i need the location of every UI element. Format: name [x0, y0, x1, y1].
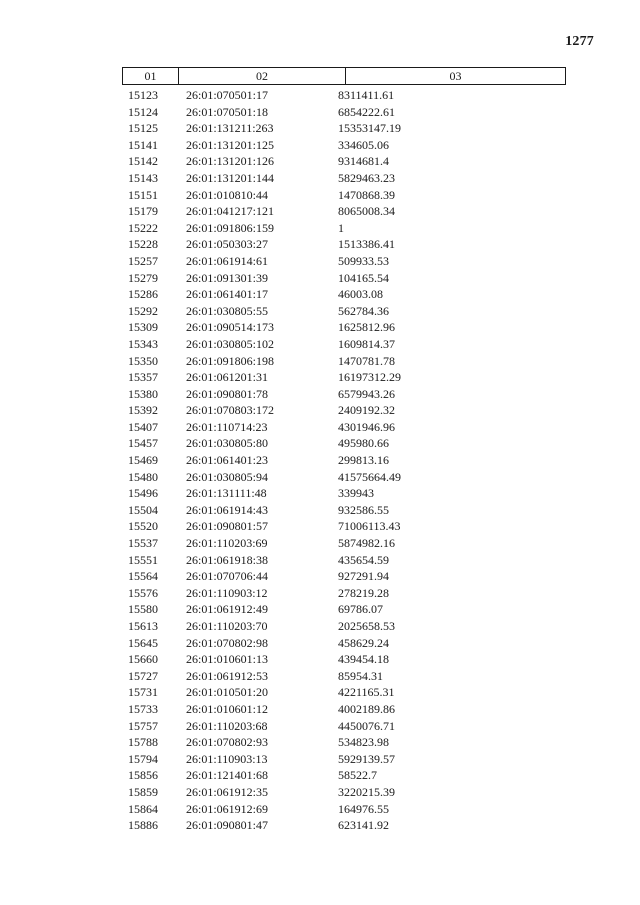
header-col-01: 01 — [123, 68, 179, 84]
value: 562784.36 — [338, 303, 389, 318]
row-number: 15580 — [128, 602, 158, 617]
row-number: 15504 — [128, 502, 158, 517]
row-number: 15142 — [128, 154, 158, 169]
table-row — [0, 137, 640, 154]
table-row — [0, 734, 640, 751]
row-number: 15257 — [128, 253, 158, 268]
value: 9314681.4 — [338, 154, 389, 169]
table-row — [0, 435, 640, 452]
value: 1470781.78 — [338, 353, 395, 368]
row-number: 15357 — [128, 370, 158, 385]
table-row — [0, 419, 640, 436]
value: 1 — [338, 220, 344, 235]
value: 164976.55 — [338, 801, 389, 816]
row-number: 15551 — [128, 552, 158, 567]
table-row — [0, 303, 640, 320]
row-number: 15613 — [128, 619, 158, 633]
cadastral-number: 26:01:121401:68 — [186, 768, 269, 783]
value: 71006113.43 — [338, 519, 401, 534]
table-row — [0, 601, 640, 618]
cadastral-number: 26:01:041217:121 — [186, 204, 275, 219]
cadastral-number: 26:01:090514:173 — [186, 320, 275, 335]
row-number: 15660 — [128, 652, 158, 667]
value: 495980.66 — [338, 436, 389, 451]
row-number: 15286 — [128, 287, 158, 302]
table-row — [0, 187, 640, 204]
table-row — [0, 552, 640, 569]
cadastral-number: 26:01:131201:144 — [186, 170, 275, 185]
value: 334605.06 — [338, 137, 389, 152]
cadastral-number: 26:01:061912:69 — [186, 801, 269, 816]
table-row — [0, 817, 640, 834]
table-row — [0, 535, 640, 552]
cadastral-number: 26:01:061401:17 — [186, 287, 269, 302]
value: 85954.31 — [338, 668, 383, 683]
row-number: 15537 — [128, 536, 158, 551]
row-number: 15123 — [128, 88, 158, 102]
cadastral-number: 26:01:050303:27 — [186, 237, 269, 252]
value: 339943 — [338, 486, 374, 501]
header-col-02: 02 — [179, 68, 346, 84]
value: 435654.59 — [338, 552, 389, 567]
table-row — [0, 518, 640, 535]
row-number: 15143 — [128, 170, 158, 185]
table-row — [0, 236, 640, 253]
cadastral-number: 26:01:110903:13 — [186, 751, 268, 766]
row-number: 15886 — [128, 818, 158, 833]
cadastral-number: 26:01:061912:35 — [186, 784, 269, 799]
cadastral-number: 26:01:061914:61 — [186, 253, 269, 268]
table-row — [0, 87, 640, 104]
cadastral-number: 26:01:061914:43 — [186, 502, 269, 517]
row-number: 15731 — [128, 685, 158, 700]
cadastral-number: 26:01:110903:12 — [186, 585, 268, 600]
value: 278219.28 — [338, 585, 389, 600]
row-number: 15228 — [128, 237, 158, 252]
cadastral-number: 26:01:070501:18 — [186, 104, 269, 119]
row-number: 15350 — [128, 353, 158, 368]
value: 58522.7 — [338, 768, 377, 783]
table-row — [0, 120, 640, 137]
cadastral-number: 26:01:070706:44 — [186, 569, 269, 584]
row-number: 15380 — [128, 386, 158, 401]
row-number: 15564 — [128, 569, 158, 584]
cadastral-number: 26:01:010810:44 — [186, 187, 269, 202]
row-number: 15856 — [128, 768, 158, 783]
cadastral-number: 26:01:070803:172 — [186, 403, 275, 418]
table-row — [0, 668, 640, 685]
cadastral-number: 26:01:030805:94 — [186, 469, 269, 484]
cadastral-number: 26:01:091806:159 — [186, 220, 275, 235]
table-row — [0, 502, 640, 519]
cadastral-number: 26:01:070501:17 — [186, 88, 269, 102]
value: 5874982.16 — [338, 536, 395, 551]
cadastral-number: 26:01:131111:48 — [186, 486, 267, 501]
table-row — [0, 635, 640, 652]
cadastral-number: 26:01:090801:47 — [186, 818, 269, 833]
row-number: 15727 — [128, 668, 158, 683]
row-number: 15343 — [128, 336, 158, 351]
cadastral-number: 26:01:070802:98 — [186, 635, 269, 650]
value: 2025658.53 — [338, 619, 395, 633]
table-row — [0, 153, 640, 170]
cadastral-number: 26:01:091301:39 — [186, 270, 269, 285]
cadastral-number: 26:01:061201:31 — [186, 370, 269, 385]
value: 927291.94 — [338, 569, 389, 584]
value: 16197312.29 — [338, 370, 401, 385]
row-number: 15794 — [128, 751, 158, 766]
cadastral-number: 26:01:030805:80 — [186, 436, 269, 451]
cadastral-number: 26:01:061918:38 — [186, 552, 269, 567]
row-number: 15309 — [128, 320, 158, 335]
value: 1470868.39 — [338, 187, 395, 202]
table-row — [0, 784, 640, 801]
value: 5829463.23 — [338, 170, 395, 185]
table-row — [0, 336, 640, 353]
value: 2409192.32 — [338, 403, 395, 418]
table-row — [0, 568, 640, 585]
table-row — [0, 651, 640, 668]
cadastral-number: 26:01:070802:93 — [186, 735, 269, 750]
value: 5929139.57 — [338, 751, 395, 766]
row-number: 15480 — [128, 469, 158, 484]
cadastral-number: 26:01:091806:198 — [186, 353, 275, 368]
page-number: 1277 — [565, 34, 594, 49]
cadastral-number: 26:01:010501:20 — [186, 685, 269, 700]
cadastral-number: 26:01:061401:23 — [186, 453, 269, 468]
row-number: 15179 — [128, 204, 158, 219]
table-row — [0, 684, 640, 701]
table-row — [0, 485, 640, 502]
value: 1609814.37 — [338, 336, 395, 351]
row-number: 15125 — [128, 121, 158, 136]
row-number: 15392 — [128, 403, 158, 418]
table-row — [0, 353, 640, 370]
cadastral-number: 26:01:110203:70 — [186, 619, 268, 633]
cadastral-number: 26:01:131201:126 — [186, 154, 275, 169]
value: 3220215.39 — [338, 784, 395, 799]
row-number: 15457 — [128, 436, 158, 451]
value: 8065008.34 — [338, 204, 395, 219]
table-body — [0, 87, 640, 834]
value: 8311411.61 — [338, 88, 395, 102]
table-row — [0, 701, 640, 718]
value: 46003.08 — [338, 287, 383, 302]
table-row — [0, 801, 640, 818]
cadastral-number: 26:01:131201:125 — [186, 137, 275, 152]
value: 509933.53 — [338, 253, 389, 268]
table-row — [0, 270, 640, 287]
header-col-03: 03 — [449, 68, 462, 83]
row-number: 15151 — [128, 187, 158, 202]
table-header — [122, 67, 566, 85]
value: 6579943.26 — [338, 386, 395, 401]
cadastral-number: 26:01:090801:57 — [186, 519, 269, 534]
row-number: 15520 — [128, 519, 158, 534]
row-number: 15279 — [128, 270, 158, 285]
row-number: 15292 — [128, 303, 158, 318]
table-row — [0, 319, 640, 336]
row-number: 15124 — [128, 104, 158, 119]
table-row — [0, 286, 640, 303]
value: 6854222.61 — [338, 104, 395, 119]
table-row — [0, 104, 640, 121]
value: 4450076.71 — [338, 718, 395, 733]
row-number: 15469 — [128, 453, 158, 468]
table-row — [0, 369, 640, 386]
table-row — [0, 402, 640, 419]
value: 4221165.31 — [338, 685, 395, 700]
value: 458629.24 — [338, 635, 389, 650]
value: 69786.07 — [338, 602, 383, 617]
table-row — [0, 618, 640, 635]
row-number: 15788 — [128, 735, 158, 750]
row-number: 15864 — [128, 801, 158, 816]
row-number: 15859 — [128, 784, 158, 799]
value: 1625812.96 — [338, 320, 395, 335]
table-row — [0, 220, 640, 237]
row-number: 15757 — [128, 718, 158, 733]
cadastral-number: 26:01:090801:78 — [186, 386, 269, 401]
value: 15353147.19 — [338, 121, 401, 136]
table-row — [0, 767, 640, 784]
row-number: 15407 — [128, 419, 158, 434]
table-row — [0, 253, 640, 270]
cadastral-number: 26:01:061912:53 — [186, 668, 269, 683]
table-row — [0, 469, 640, 486]
table-row — [0, 203, 640, 220]
table-row — [0, 718, 640, 735]
cadastral-number: 26:01:010601:13 — [186, 652, 269, 667]
row-number: 15645 — [128, 635, 158, 650]
value: 4301946.96 — [338, 419, 395, 434]
table-row — [0, 585, 640, 602]
row-number: 15222 — [128, 220, 158, 235]
row-number: 15733 — [128, 701, 158, 716]
cadastral-number: 26:01:110203:68 — [186, 718, 268, 733]
value: 439454.18 — [338, 652, 389, 667]
row-number: 15141 — [128, 137, 158, 152]
cadastral-number: 26:01:030805:55 — [186, 303, 269, 318]
table-row — [0, 170, 640, 187]
cadastral-number: 26:01:110203:69 — [186, 536, 268, 551]
value: 41575664.49 — [338, 469, 401, 484]
cadastral-number: 26:01:131211:263 — [186, 121, 274, 136]
row-number: 15576 — [128, 585, 158, 600]
table-row — [0, 452, 640, 469]
value: 1513386.41 — [338, 237, 395, 252]
value: 299813.16 — [338, 453, 389, 468]
table-row — [0, 386, 640, 403]
value: 932586.55 — [338, 502, 389, 517]
cadastral-number: 26:01:030805:102 — [186, 336, 275, 351]
row-number: 15496 — [128, 486, 158, 501]
table-row — [0, 751, 640, 768]
cadastral-number: 26:01:110714:23 — [186, 419, 268, 434]
value: 104165.54 — [338, 270, 389, 285]
value: 623141.92 — [338, 818, 389, 833]
cadastral-number: 26:01:010601:12 — [186, 701, 269, 716]
value: 534823.98 — [338, 735, 389, 750]
cadastral-number: 26:01:061912:49 — [186, 602, 269, 617]
value: 4002189.86 — [338, 701, 395, 716]
